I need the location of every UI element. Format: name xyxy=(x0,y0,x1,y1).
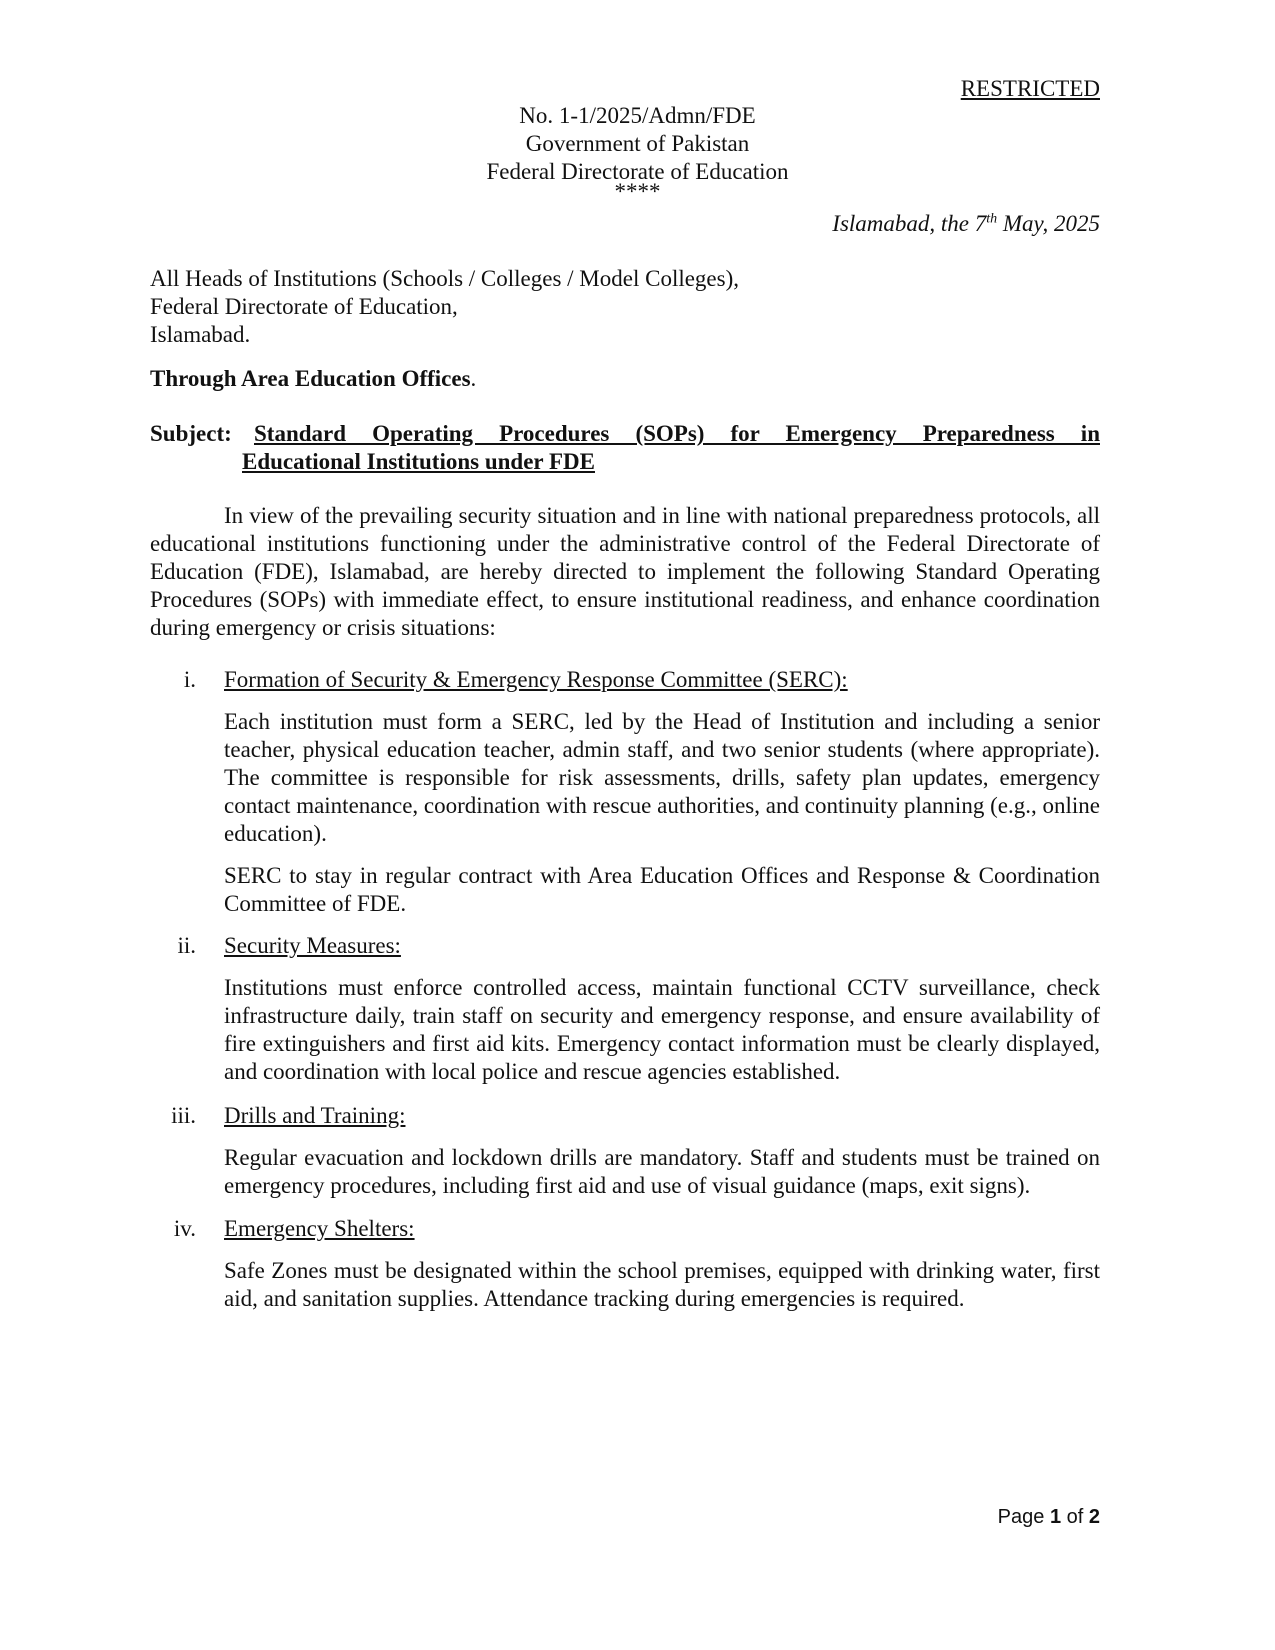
page-total: 2 xyxy=(1088,1506,1100,1528)
item-paragraph: Safe Zones must be designated within the school premises, equipped with drinking water, first aid, and sanitation supplies. Attendance tracking during emergencies is required. xyxy=(224,1258,1100,1311)
page-number xyxy=(998,1503,1100,1531)
list-item xyxy=(150,1215,1100,1313)
page-word: Page xyxy=(997,1506,1045,1528)
item-paragraph: Each institution must form a SERC, led by the Head of Institution and including a senior teacher, physical education teacher, admin staff, and two senior students (where appropriate). The committee is responsible for risk assessments, drills, safety plan updates, emergency contact maintenance, coordination with rescue authorities, and continuity planning (e.g., online education). xyxy=(224,709,1100,846)
date-superscript: th xyxy=(986,211,998,227)
item-title: Drills and Training: xyxy=(224,1103,406,1128)
subject-line-2: Educational Institutions under FDE xyxy=(242,449,595,474)
through-text: Through Area Education Offices xyxy=(150,366,471,391)
item-title: Formation of Security & Emergency Response Committee (SERC): xyxy=(224,667,848,692)
item-numeral: ii. xyxy=(177,933,196,958)
item-title: Emergency Shelters: xyxy=(224,1216,415,1241)
header-separator: **** xyxy=(614,179,661,204)
dateline xyxy=(832,210,1100,238)
date-suffix: May, 2025 xyxy=(997,211,1100,236)
directorate-name: Federal Directorate of Education xyxy=(486,159,789,184)
item-paragraph: Regular evacuation and lockdown drills are mandatory. Staff and students must be trained on emergency procedures, including first aid and use of visual guidance (maps, exit signs). xyxy=(224,1145,1100,1198)
page-current: 1 xyxy=(1049,1506,1062,1528)
government-name: Government of Pakistan xyxy=(525,131,750,156)
item-numeral: iv. xyxy=(173,1216,196,1241)
item-numeral: iii. xyxy=(171,1103,196,1128)
reference-number: No. 1-1/2025/Admn/FDE xyxy=(519,103,756,128)
addressee-line: Federal Directorate of Education, xyxy=(150,294,458,319)
list-item xyxy=(150,1102,1100,1200)
addressee-line: All Heads of Institutions (Schools / Colleges / Model Colleges), xyxy=(150,266,740,291)
subject-block xyxy=(150,420,1100,476)
addressee-block xyxy=(150,265,739,349)
item-numeral: i. xyxy=(183,667,196,692)
subject-line-1: Standard Operating Procedures (SOPs) for Emergency Preparedness in xyxy=(254,421,1100,446)
through-line xyxy=(150,365,476,393)
list-item xyxy=(150,666,1100,918)
intro-paragraph: In view of the prevailing security situation and in line with national preparedness protocols, all educational institutions functioning under the administrative control of the Federal Directorate of Education (FDE), Islamabad, are hereby directed to implement the following Standard Operating Procedures (SOPs) with immediate effect, to ensure institutional readiness, and enhance coordination during emergency or crisis situations: xyxy=(150,503,1100,640)
list-item xyxy=(150,932,1100,1086)
item-paragraph: Institutions must enforce controlled access, maintain functional CCTV surveillance, check infrastructure daily, train staff on security and emergency response, and ensure availability of fire extinguishers and first aid kits. Emergency contact information must be clearly displayed, and coordination with local police and rescue agencies established. xyxy=(224,975,1100,1084)
through-period: . xyxy=(470,366,477,391)
item-title: Security Measures: xyxy=(224,933,401,958)
date-prefix: Islamabad, the 7 xyxy=(832,211,987,236)
subject-label: Subject: xyxy=(150,421,232,446)
item-paragraph: SERC to stay in regular contract with Area Education Offices and Response & Coordination Committee of FDE. xyxy=(224,863,1100,916)
letter-header xyxy=(0,102,1275,202)
classification-mark: RESTRICTED xyxy=(960,76,1100,101)
addressee-line: Islamabad. xyxy=(150,322,251,347)
page-of-word: of xyxy=(1066,1506,1084,1528)
